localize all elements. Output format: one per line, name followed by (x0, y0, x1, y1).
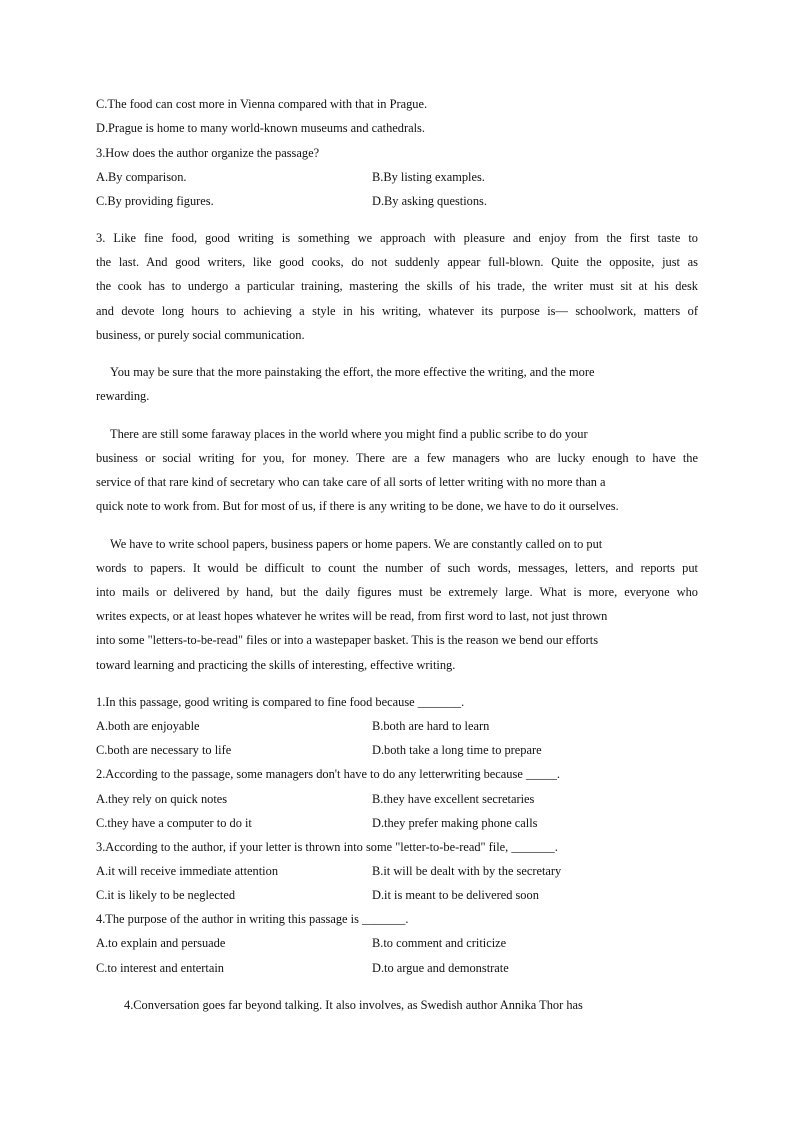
option-c: C.it is likely to be neglected (96, 888, 236, 902)
passage-line: into mails or delivered by hand, but the daily figures must be extremely large. What is more, everyone who (96, 585, 698, 599)
passage-line: into some "letters-to-be-read" files or into a wastepaper basket. This is the reason we bend our efforts (96, 633, 599, 647)
question-text: 3.According to the author, if your letter is thrown into some "letter-to-be-read" file, _______. (96, 840, 558, 854)
option-d: D.Prague is home to many world-known museums and cathedrals. (96, 121, 425, 135)
passage-line: words to papers. It would be difficult to count the number of such words, messages, letters, and reports put (96, 561, 698, 575)
option-d: D.both take a long time to prepare (372, 743, 542, 757)
option-d: D.it is meant to be delivered soon (372, 888, 539, 902)
option-d: D.By asking questions. (372, 194, 487, 208)
option-d: D.to argue and demonstrate (372, 961, 509, 975)
passage-line: You may be sure that the more painstaking the effort, the more effective the writing, and the more (110, 365, 595, 379)
passage-line: the last. And good writers, like good cooks, do not suddenly appear full-blown. Quite the opposite, just as (96, 255, 698, 269)
option-a: A.they rely on quick notes (96, 792, 228, 806)
option-c: C.to interest and entertain (96, 961, 224, 975)
option-c: C.both are necessary to life (96, 743, 232, 757)
passage-line: writes expects, or at least hopes whatever he writes will be read, from first word to last, not just thrown (96, 609, 608, 623)
passage-line: 4.Conversation goes far beyond talking. It also involves, as Swedish author Annika Thor has (124, 998, 583, 1012)
option-b: B.they have excellent secretaries (372, 792, 535, 806)
option-c: C.they have a computer to do it (96, 816, 252, 830)
question-text: 2.According to the passage, some managers don't have to do any letterwriting because _____. (96, 767, 560, 781)
passage-line: service of that rare kind of secretary who can take care of all sorts of letter writing with no more than a (96, 475, 606, 489)
passage-line: business, or purely social communication. (96, 328, 305, 342)
option-b: B.to comment and criticize (372, 936, 507, 950)
passage-line: 3. Like fine food, good writing is something we approach with pleasure and enjoy from the first taste to (96, 231, 698, 245)
option-a: A.both are enjoyable (96, 719, 200, 733)
question-text: 1.In this passage, good writing is compared to fine food because _______. (96, 695, 465, 709)
passage-line: the cook has to undergo a particular training, mastering the skills of his trade, the writer must sit at his desk (96, 279, 698, 293)
passage-line: business or social writing for you, for money. There are a few managers who are lucky enough to have the (96, 451, 698, 465)
passage-line: There are still some faraway places in the world where you might find a public scribe to do your (110, 427, 588, 441)
option-a: A.to explain and persuade (96, 936, 226, 950)
passage-line: We have to write school papers, business papers or home papers. We are constantly called on to put (110, 537, 603, 551)
passage-line: quick note to work from. But for most of us, if there is any writing to be done, we have to do it ourselves. (96, 499, 619, 513)
question-text: 4.The purpose of the author in writing this passage is _______. (96, 912, 409, 926)
option-c: C.The food can cost more in Vienna compared with that in Prague. (96, 97, 428, 111)
passage-line: rewarding. (96, 389, 150, 403)
option-a: A.it will receive immediate attention (96, 864, 279, 878)
option-a: A.By comparison. (96, 170, 187, 184)
option-b: B.it will be dealt with by the secretary (372, 864, 562, 878)
option-b: B.both are hard to learn (372, 719, 490, 733)
option-c: C.By providing figures. (96, 194, 214, 208)
passage-line: and devote long hours to achieving a style in his writing, whatever its purpose is— schoolwork, matters of (96, 304, 698, 318)
passage-line: toward learning and practicing the skills of interesting, effective writing. (96, 658, 456, 672)
question-text: 3.How does the author organize the passage? (96, 146, 320, 160)
option-b: B.By listing examples. (372, 170, 485, 184)
option-d: D.they prefer making phone calls (372, 816, 538, 830)
